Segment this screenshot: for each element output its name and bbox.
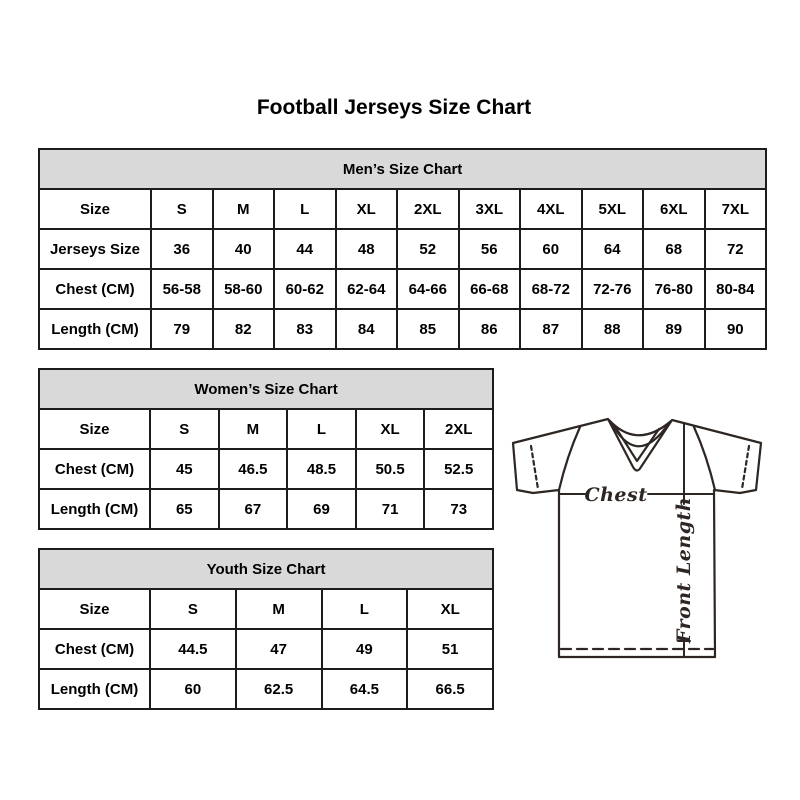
value-cell: 51	[407, 629, 493, 669]
value-cell: 52.5	[424, 449, 493, 489]
table-row	[39, 229, 766, 269]
value-cell: 60	[520, 229, 582, 269]
womens-table-title: Women’s Size Chart	[39, 369, 493, 409]
table-row	[39, 409, 493, 449]
page-title: Football Jerseys Size Chart	[256, 96, 532, 119]
size-cell: 2XL	[424, 409, 493, 449]
value-cell: 73	[424, 489, 493, 529]
value-cell: 87	[520, 309, 582, 349]
value-cell: 82	[213, 309, 275, 349]
size-cell: XL	[356, 409, 425, 449]
row-label: Chest (CM)	[39, 629, 150, 669]
value-cell: 66-68	[459, 269, 521, 309]
table-row	[39, 449, 493, 489]
table-row	[39, 269, 766, 309]
size-cell: L	[287, 409, 356, 449]
size-cell: L	[274, 189, 336, 229]
value-cell: 67	[219, 489, 288, 529]
value-cell: 47	[236, 629, 322, 669]
size-cell: L	[322, 589, 408, 629]
value-cell: 65	[150, 489, 219, 529]
value-cell: 46.5	[219, 449, 288, 489]
value-cell: 62.5	[236, 669, 322, 709]
value-cell: 52	[397, 229, 459, 269]
size-cell: 2XL	[397, 189, 459, 229]
value-cell: 66.5	[407, 669, 493, 709]
front-length-label: Front Length	[673, 496, 695, 644]
womens-size-table	[38, 368, 494, 530]
size-cell: 6XL	[643, 189, 705, 229]
row-label: Size	[39, 589, 150, 629]
size-cell: XL	[336, 189, 398, 229]
value-cell: 89	[643, 309, 705, 349]
value-cell: 45	[150, 449, 219, 489]
table-header-row	[39, 369, 493, 409]
size-cell: XL	[407, 589, 493, 629]
value-cell: 88	[582, 309, 644, 349]
value-cell: 64-66	[397, 269, 459, 309]
row-label: Chest (CM)	[39, 269, 151, 309]
value-cell: 64	[582, 229, 644, 269]
value-cell: 64.5	[322, 669, 408, 709]
value-cell: 56	[459, 229, 521, 269]
table-row	[39, 309, 766, 349]
value-cell: 83	[274, 309, 336, 349]
mens-table-title: Men’s Size Chart	[39, 149, 766, 189]
table-row	[39, 629, 493, 669]
value-cell: 90	[705, 309, 767, 349]
value-cell: 44.5	[150, 629, 236, 669]
mens-size-table	[38, 148, 767, 350]
value-cell: 68	[643, 229, 705, 269]
row-label: Size	[39, 189, 151, 229]
table-row	[39, 669, 493, 709]
value-cell: 84	[336, 309, 398, 349]
value-cell: 62-64	[336, 269, 398, 309]
row-label: Length (CM)	[39, 489, 150, 529]
jersey-outline	[513, 419, 761, 657]
value-cell: 49	[322, 629, 408, 669]
jersey-diagram-svg	[500, 398, 780, 680]
youth-size-table	[38, 548, 494, 710]
row-label: Chest (CM)	[39, 449, 150, 489]
value-cell: 36	[151, 229, 213, 269]
value-cell: 86	[459, 309, 521, 349]
value-cell: 56-58	[151, 269, 213, 309]
row-label: Length (CM)	[39, 669, 150, 709]
size-cell: S	[150, 409, 219, 449]
value-cell: 44	[274, 229, 336, 269]
size-cell: 7XL	[705, 189, 767, 229]
value-cell: 72	[705, 229, 767, 269]
value-cell: 68-72	[520, 269, 582, 309]
youth-table-title: Youth Size Chart	[39, 549, 493, 589]
size-cell: 4XL	[520, 189, 582, 229]
row-label: Size	[39, 409, 150, 449]
row-label: Jerseys Size	[39, 229, 151, 269]
size-cell: 5XL	[582, 189, 644, 229]
size-cell: S	[151, 189, 213, 229]
value-cell: 79	[151, 309, 213, 349]
value-cell: 85	[397, 309, 459, 349]
jersey-measurement-diagram	[500, 398, 780, 680]
value-cell: 80-84	[705, 269, 767, 309]
value-cell: 69	[287, 489, 356, 529]
value-cell: 58-60	[213, 269, 275, 309]
value-cell: 48.5	[287, 449, 356, 489]
size-cell: 3XL	[459, 189, 521, 229]
size-cell: M	[236, 589, 322, 629]
row-label: Length (CM)	[39, 309, 151, 349]
size-cell: M	[213, 189, 275, 229]
value-cell: 48	[336, 229, 398, 269]
value-cell: 60	[150, 669, 236, 709]
value-cell: 40	[213, 229, 275, 269]
value-cell: 50.5	[356, 449, 425, 489]
value-cell: 72-76	[582, 269, 644, 309]
chest-label: Chest	[584, 484, 648, 506]
value-cell: 60-62	[274, 269, 336, 309]
value-cell: 71	[356, 489, 425, 529]
table-header-row	[39, 149, 766, 189]
table-row	[39, 189, 766, 229]
table-header-row	[39, 549, 493, 589]
table-row	[39, 589, 493, 629]
size-cell: M	[219, 409, 288, 449]
value-cell: 76-80	[643, 269, 705, 309]
table-row	[39, 489, 493, 529]
size-cell: S	[150, 589, 236, 629]
